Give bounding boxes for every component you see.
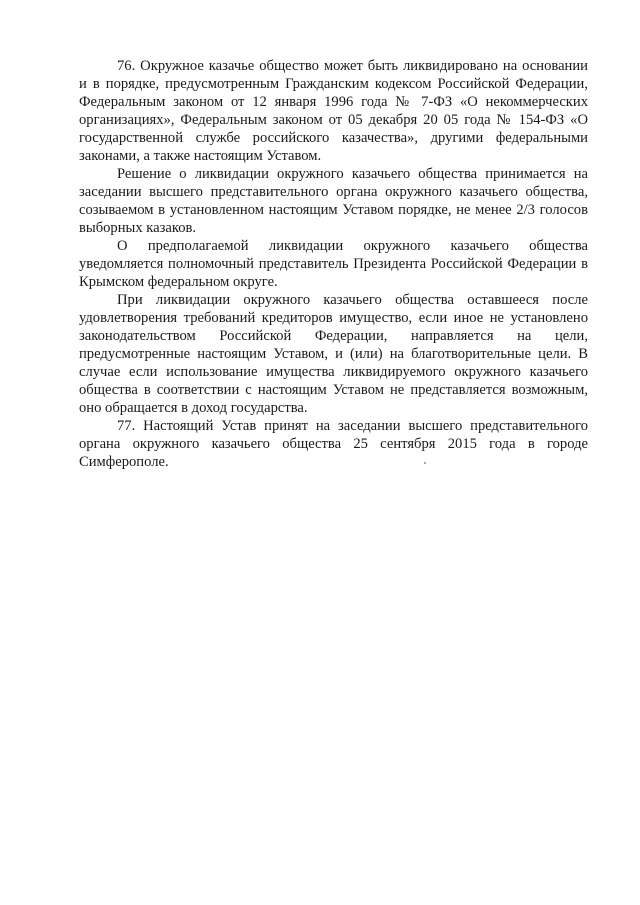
paragraph-liquidation-basis: 76. Окружное казачье общество может быть ликвидировано на основании и в порядке, предусмотренным Гражданским кодексом Российской Федерации, Федеральным законом от 12 января 1996 года № 7-ФЗ «О некоммерческих организациях», Федеральным законом от 05 декабря 20 05 года № 154-ФЗ «О государственной службе российского казачества», другими федеральными законами, а также настоящим Уставом. xyxy=(79,58,588,164)
document-page xyxy=(79,57,588,471)
paragraph-liquidation-decision: Решение о ликвидации окружного казачьего общества принимается на заседании высшего представительного органа окружного казачьего общества, созываемом в установленном настоящим Уставом порядке, не менее 2/3 голосов выборных казаков. xyxy=(79,166,588,236)
paragraph-liquidation-notice: О предполагаемой ликвидации окружного казачьего общества уведомляется полномочный представитель Президента Российской Федерации в Крымском федеральном округе. xyxy=(79,238,588,290)
paragraph-property-distribution: При ликвидации окружного казачьего общества оставшееся после удовлетворения требований кредиторов имущество, если иное не установлено законодательством Российской Федерации, направляется на цели, предусмотренные настоящим Уставом, и (или) на благотворительные цели. В случае если использование имущества ликвидируемого окружного казачьего общества в соответствии с настоящим Уставом не представляется возможным, оно обращается в доход государства. xyxy=(79,292,588,416)
paragraph-charter-adoption: 77. Настоящий Устав принят на заседании высшего представительного органа окружного казачьего общества 25 сентября 2015 года в городе Симферополе. xyxy=(79,418,588,470)
scan-speck xyxy=(424,462,426,464)
